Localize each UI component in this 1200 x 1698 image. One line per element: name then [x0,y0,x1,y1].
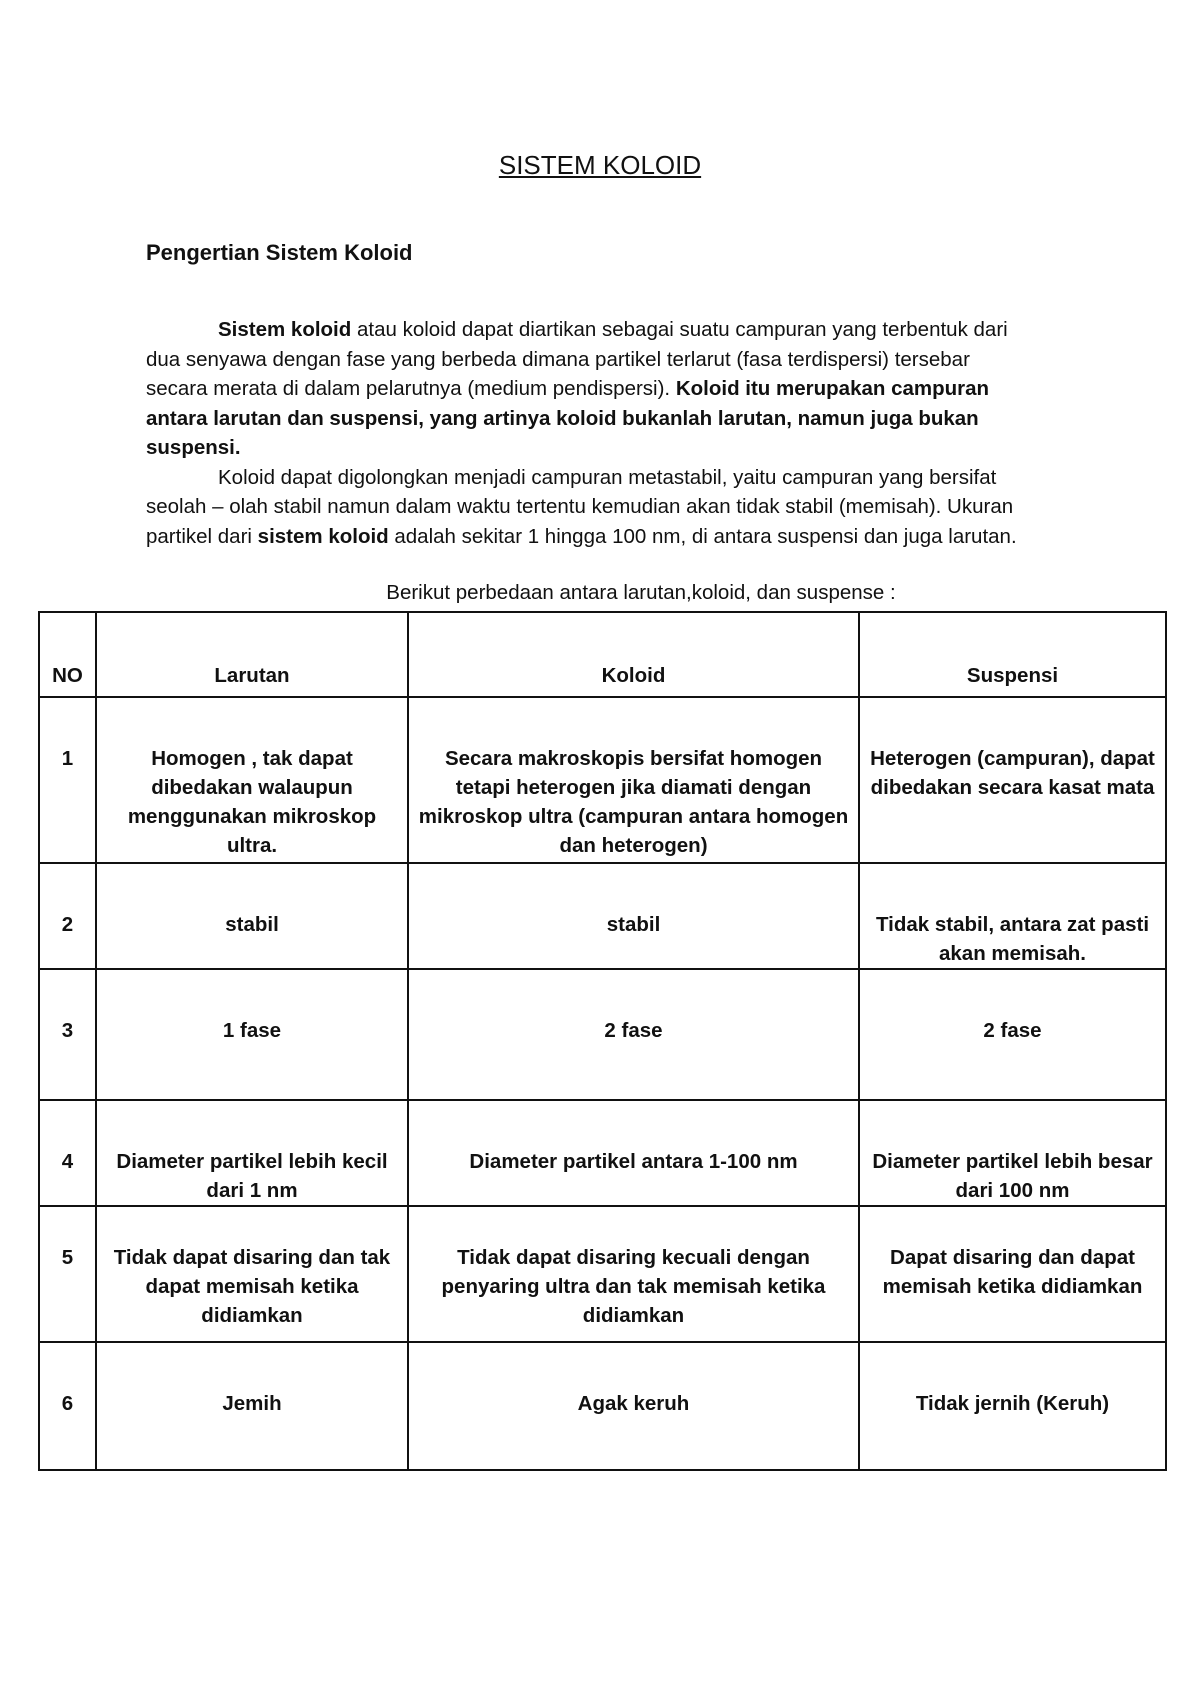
header-larutan: Larutan [96,612,408,697]
cell-no: 6 [39,1342,96,1470]
paragraph-text: Koloid dapat digolongkan menjadi campuran metastabil, yaitu campuran yang bersifat seolah – olah stabil namun dalam waktu tertentu kemudian akan tidak stabil (memisah). Ukuran partikel dari [146,465,1014,548]
paragraph-metastable [146,463,1026,552]
bold-term: Sistem koloid [218,318,352,341]
cell-suspensi: Heterogen (campuran), dapat dibedakan secara kasat mata [859,697,1166,863]
cell-larutan: 1 fase [96,969,408,1100]
table-row [39,1206,1166,1342]
paragraph-definition [146,315,1026,463]
table-row [39,1100,1166,1206]
cell-larutan: Homogen , tak dapat dibedakan walaupun menggunakan mikroskop ultra. [96,697,408,863]
table-row [39,1342,1166,1470]
paragraph-text: adalah sekitar 1 hingga 100 nm, di antara suspensi dan juga larutan. [388,524,1017,548]
page-title: SISTEM KOLOID [498,150,702,180]
cell-koloid: Agak keruh [408,1342,859,1470]
cell-no: 2 [39,863,96,969]
cell-larutan: Diameter partikel lebih kecil dari 1 nm [96,1100,408,1206]
table-row [39,863,1166,969]
cell-koloid: Diameter partikel antara 1-100 nm [408,1100,859,1206]
bold-statement: Koloid itu merupakan campuran antara larutan dan suspensi, yang artinya koloid bukanlah larutan, namun juga bukan suspensi. [146,377,990,459]
cell-no: 3 [39,969,96,1100]
cell-larutan: stabil [96,863,408,969]
body-text [146,315,1026,551]
cell-suspensi: Diameter partikel lebih besar dari 100 nm [859,1100,1166,1206]
header-no: NO [39,612,96,697]
cell-koloid: Secara makroskopis bersifat homogen tetapi heterogen jika diamati dengan mikroskop ultra (campuran antara homogen dan heterogen) [408,697,859,863]
cell-no: 1 [39,697,96,863]
cell-no: 4 [39,1100,96,1206]
cell-suspensi: Tidak stabil, antara zat pasti akan memisah. [859,863,1166,969]
comparison-table [38,611,1167,1471]
cell-koloid: stabil [408,863,859,969]
cell-suspensi: Dapat disaring dan dapat memisah ketika didiamkan [859,1206,1166,1342]
header-koloid: Koloid [408,612,859,697]
table-row [39,697,1166,863]
header-suspensi: Suspensi [859,612,1166,697]
paragraph-text: atau koloid dapat diartikan sebagai suatu campuran yang terbentuk dari dua senyawa dengan fase yang berbeda dimana partikel terlarut (fasa terdispersi) tersebar secara merata di dalam pelarutnya (medium pendispersi). [146,318,1008,400]
table-header-row [39,612,1166,697]
cell-suspensi: Tidak jernih (Keruh) [859,1342,1166,1470]
cell-larutan: Jemih [96,1342,408,1470]
cell-no: 5 [39,1206,96,1342]
cell-koloid: Tidak dapat disaring kecuali dengan penyaring ultra dan tak memisah ketika didiamkan [408,1206,859,1342]
bold-term: sistem koloid [257,524,389,548]
table-row [39,969,1166,1100]
cell-larutan: Tidak dapat disaring dan tak dapat memisah ketika didiamkan [96,1206,408,1342]
section-heading: Pengertian Sistem Koloid [146,240,413,265]
table-caption: Berikut perbedaan antara larutan,koloid, dan suspense : [386,581,896,604]
cell-koloid: 2 fase [408,969,859,1100]
cell-suspensi: 2 fase [859,969,1166,1100]
